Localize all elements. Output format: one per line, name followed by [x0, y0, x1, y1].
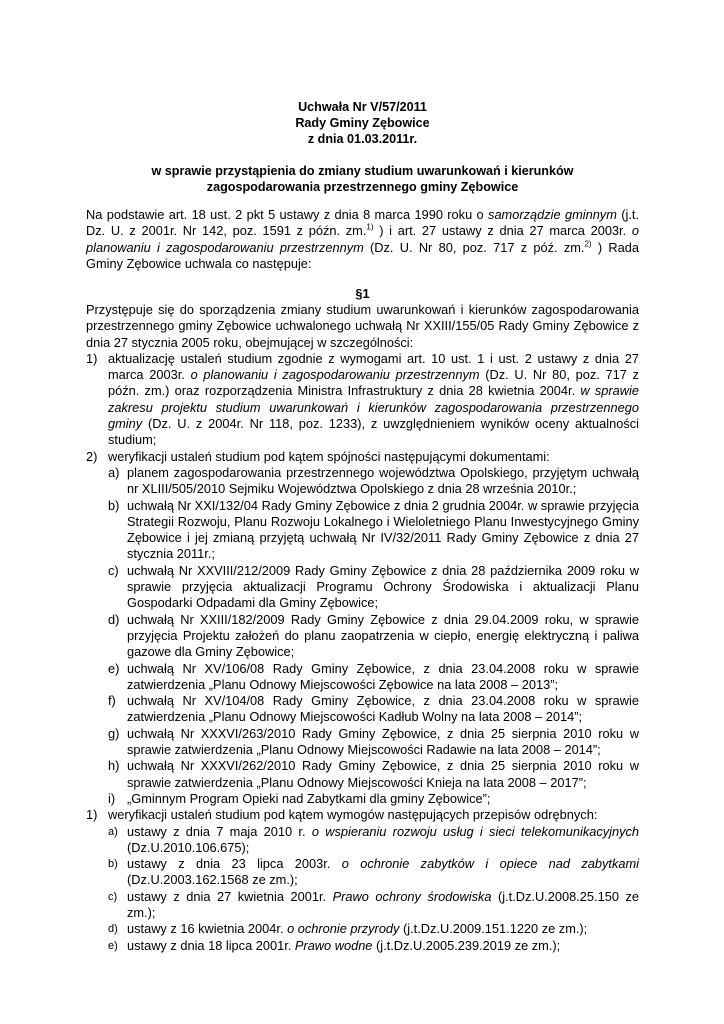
sub-list-letter: a): [108, 464, 120, 480]
list-text: weryfikacji ustaleń studium pod kątem wymogów następujących przepisów odrębnych:: [108, 807, 598, 823]
sub-list-text: uchwałą Nr XXXVI/263/2010 Rady Gminy Zębowice, z dnia 25 sierpnia 2010 roku w sprawie zatwierdzenia „Planu Odnowy Miejscowości Radawie na lata 2008 – 2014”;: [127, 725, 639, 758]
sub-list-text: uchwałą Nr XXI/132/04 Rady Gminy Zębowice z dnia 2 grudnia 2004r. w sprawie przyjęcia Strategii Rozwoju, Planu Rozwoju Lokalnego i Wieloletniego Planu Inwestycyjnego Gminy Zębowice i jej zmianą przyjętą uchwałą Nr IV/32/2011 Rady Gminy Zębowice z dnia 27 stycznia 2011r.;: [127, 497, 639, 562]
text-run-italic: o ochronie przyrody: [287, 921, 400, 937]
list-number: 2): [86, 448, 98, 464]
list-item: [86, 807, 639, 823]
sub-list-item: [86, 758, 639, 791]
sub-list-letter: e): [108, 939, 118, 952]
sub-list-text: uchwałą Nr XXIII/182/2009 Rady Gminy Zębowice z dnia 29.04.2009 roku, w sprawie przyjęcia Projektu założeń do planu zaopatrzenia w ciepło, energię elektryczną i paliwa gazowe dla Gminy Zębowice;: [127, 611, 639, 660]
text-run: ustawy z dnia 18 lipca 2001r.: [127, 937, 295, 953]
sub-list-letter: i): [108, 790, 116, 806]
sub-list-letter: d): [108, 923, 118, 936]
text-run-italic: o planowaniu i zagospodarowaniu przestrzennym: [86, 223, 639, 255]
sub-list-item: [86, 498, 639, 563]
text-run: (Dz. U. Nr 80, poz. 717 z późn. zm.) oraz rozporządzenia Ministra Infrastruktury z dnia 28 kwietnia 2004r.: [108, 367, 639, 399]
sub-list-item: [86, 726, 639, 759]
text-run: ) i art. 27 ustawy z dnia 27 marca 2003r.: [373, 223, 632, 239]
text-run: ustawy z 16 kwietnia 2004r.: [127, 921, 288, 937]
sub-list-letter: c): [108, 562, 119, 578]
sub-list-item: [86, 693, 639, 726]
subject-line: w sprawie przystąpienia do zmiany studium uwarunkowań i kierunków: [151, 164, 574, 178]
sub-list-item: [86, 661, 639, 694]
text-run-italic: o planowaniu i zagospodarowaniu przestrzennym: [190, 367, 480, 383]
sub-list-item: [86, 938, 639, 954]
text-run-italic: samorządzie gminnym: [488, 207, 617, 222]
sub-list-text: planem zagospodarowania przestrzennego województwa Opolskiego, przyjętym uchwałą nr XLIII/505/2010 Sejmiku Województwa Opolskiego z dnia 28 września 2010r.;: [127, 464, 639, 497]
text-run: (j.t. Dz. U. z 2001r. Nr 142, poz. 1591 z późn. zm.: [86, 207, 640, 239]
sub-list-text: „Gminnym Program Opieki nad Zabytkami dla gminy Zębowice”;: [127, 790, 491, 806]
list-item: [86, 449, 639, 465]
sub-list-letter: b): [108, 497, 120, 513]
sub-list-letter: d): [108, 611, 120, 627]
sub-list-text: uchwałą Nr XXXVI/262/2010 Rady Gminy Zębowice, z dnia 25 sierpnia 2010 roku w sprawie zatwierdzenia „Planu Odnowy Miejscowości Knieja na lata 2008 – 2017”;: [127, 758, 639, 790]
text-run: (j.t.Dz.U.2005.239.2019 ze zm.);: [372, 937, 561, 953]
text-run-italic: Prawo ochrony środowiska: [332, 888, 492, 904]
text-run: aktualizację ustaleń studium zgodnie z wymogami art. 10 ust. 1 i ust. 2 ustawy z dnia 27 marca 2003r.: [108, 350, 639, 383]
sub-list-text: uchwałą Nr XV/104/08 Rady Gminy Zębowice, z dnia 23.04.2008 roku w sprawie zatwierdzenia „Planu Odnowy Miejscowości Kadłub Wolny na lata 2008 – 2014”;: [127, 693, 639, 725]
sub-list-item: [86, 791, 639, 807]
sub-list: [86, 465, 639, 807]
text-run-italic: Prawo wodne: [294, 937, 373, 953]
list-number: 1): [86, 350, 98, 366]
council-name: Rady Gminy Zębowice: [295, 116, 430, 130]
text-run: ustawy z dnia 7 maja 2010 r.: [127, 823, 312, 839]
sub-list-item: [86, 824, 639, 857]
legal-basis-paragraph: [86, 207, 639, 272]
section-heading: §1: [355, 286, 370, 301]
sub-list-item: [86, 465, 639, 498]
sub-list-letter: g): [108, 725, 120, 741]
text-run-italic: o wspieraniu rozwoju usług i sieci telekomunikacyjnych: [311, 823, 640, 839]
sub-list-letter: c): [108, 890, 118, 903]
text-run: ustawy z dnia 23 lipca 2003r.: [127, 856, 342, 872]
footnote-ref: 1): [366, 223, 374, 233]
subject-line: zagospodarowania przestrzennego gminy Zębowice: [206, 180, 519, 194]
text-run: Na podstawie art. 18 ust. 2 pkt 5 ustawy z dnia 8 marca 1990 roku o: [86, 207, 489, 222]
text-run: (Dz.U.2010.106.675);: [127, 839, 250, 855]
text-run: (j.t.Dz.U.2008.25.150 ze zm.);: [127, 888, 639, 920]
resolution-subject: [86, 163, 639, 195]
sub-list-letter: b): [108, 858, 118, 871]
list-number: 1): [86, 807, 98, 823]
sub-list-text: uchwałą Nr XXVIII/212/2009 Rady Gminy Zębowice z dnia 28 października 2009 roku w sprawie przyjęcia aktualizacji Programu Ochrony Środowiska i aktualizacji Planu Gospodarki Odpadami dla Gminy Zębowice;: [127, 562, 639, 611]
text-run: ustawy z dnia 27 kwietnia 2001r.: [127, 888, 333, 904]
text-run: (Dz.U.2003.162.1568 ze zm.);: [127, 872, 298, 888]
sub-list-letter: a): [108, 825, 118, 838]
text-run: (j.t.Dz.U.2009.151.1220 ze zm.);: [399, 921, 588, 937]
sub-list-item: [86, 856, 639, 889]
text-run-italic: o ochronie zabytków i opiece nad zabytkami: [341, 856, 639, 872]
sub-list-text: uchwałą Nr XV/106/08 Rady Gminy Zębowice, z dnia 23.04.2008 roku w sprawie zatwierdzenia „Planu Odnowy Miejscowości Zębowice na lata 2008 – 2013”;: [127, 660, 639, 692]
text-run: ) Rada Gminy Zębowice uchwala co następuje:: [86, 239, 639, 271]
sub-list-letter: f): [108, 693, 116, 709]
text-run: (Dz. U. z 2004r. Nr 118, poz. 1233), z uwzględnieniem wyników oceny aktualności studium;: [108, 416, 639, 448]
sub-list-item: [86, 612, 639, 661]
sub-list: [86, 824, 639, 954]
section-body: [86, 302, 639, 954]
list-text: weryfikacji ustaleń studium pod kątem spójności następującymi dokumentami:: [108, 448, 550, 464]
resolution-title: Uchwała Nr V/57/2011: [298, 100, 427, 114]
text-run: (Dz. U. Nr 80, poz. 717 z póź. zm.: [363, 239, 585, 255]
resolution-date: z dnia 01.03.2011r.: [307, 132, 418, 146]
footnote-ref: 2): [584, 239, 592, 249]
section-lead: Przystępuje się do sporządzenia zmiany studium uwarunkowań i kierunków zagospodarowania przestrzennego gminy Zębowice uchwalonego uchwałą Nr XXIII/155/05 Rady Gminy Zębowice z dnia 27 stycznia 2005 roku, obejmującej w szczególności:: [86, 302, 639, 350]
sub-list-letter: h): [108, 758, 120, 774]
sub-list-letter: e): [108, 660, 120, 676]
text-run-italic: w sprawie zakresu projektu studium uwarunkowań i kierunków zagospodarowania przestrzennego gminy: [108, 383, 639, 432]
sub-list-item: [86, 921, 639, 937]
list-item: [86, 351, 639, 449]
sub-list-item: [86, 889, 639, 922]
sub-list-item: [86, 563, 639, 612]
